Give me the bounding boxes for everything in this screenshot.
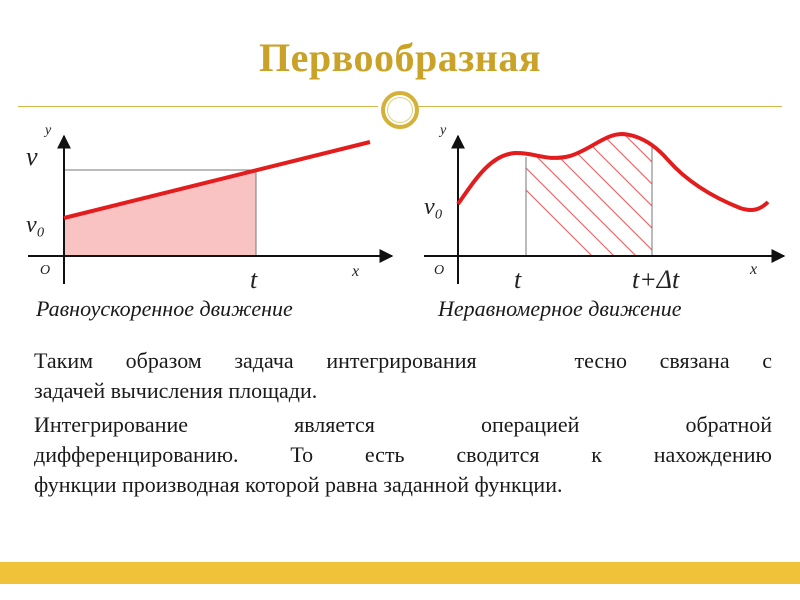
origin-label: O — [434, 263, 445, 278]
label-v0: v₀ — [26, 212, 45, 238]
body-line-1: Таким образом задача интегрирования тесно связана с — [34, 348, 772, 373]
right-caption: Неравномерное движение — [438, 296, 682, 321]
label-t: t — [250, 265, 258, 294]
bottom-band — [0, 562, 800, 584]
x-axis-label: x — [352, 263, 360, 280]
y-axis-label: y — [440, 123, 447, 138]
body-line-5: функции производная которой равна заданной функции. — [34, 472, 563, 497]
label-v: v — [26, 142, 38, 171]
y-axis-label: y — [45, 123, 52, 138]
body-line-2: задачей вычисления площади. — [34, 378, 318, 403]
body-line-4: дифференцированию. То есть сводится к нахождению — [34, 442, 772, 467]
body-line-3: Интегрирование является операцией обратной — [34, 412, 772, 437]
slide-title: Первообразная — [259, 35, 541, 80]
label-t-dt: t+Δt — [632, 265, 680, 294]
label-v0: v₀ — [424, 194, 443, 220]
origin-label: O — [40, 263, 51, 278]
x-axis-label: x — [750, 261, 758, 278]
label-t: t — [514, 265, 522, 294]
left-caption: Равноускоренное движение — [36, 296, 293, 321]
